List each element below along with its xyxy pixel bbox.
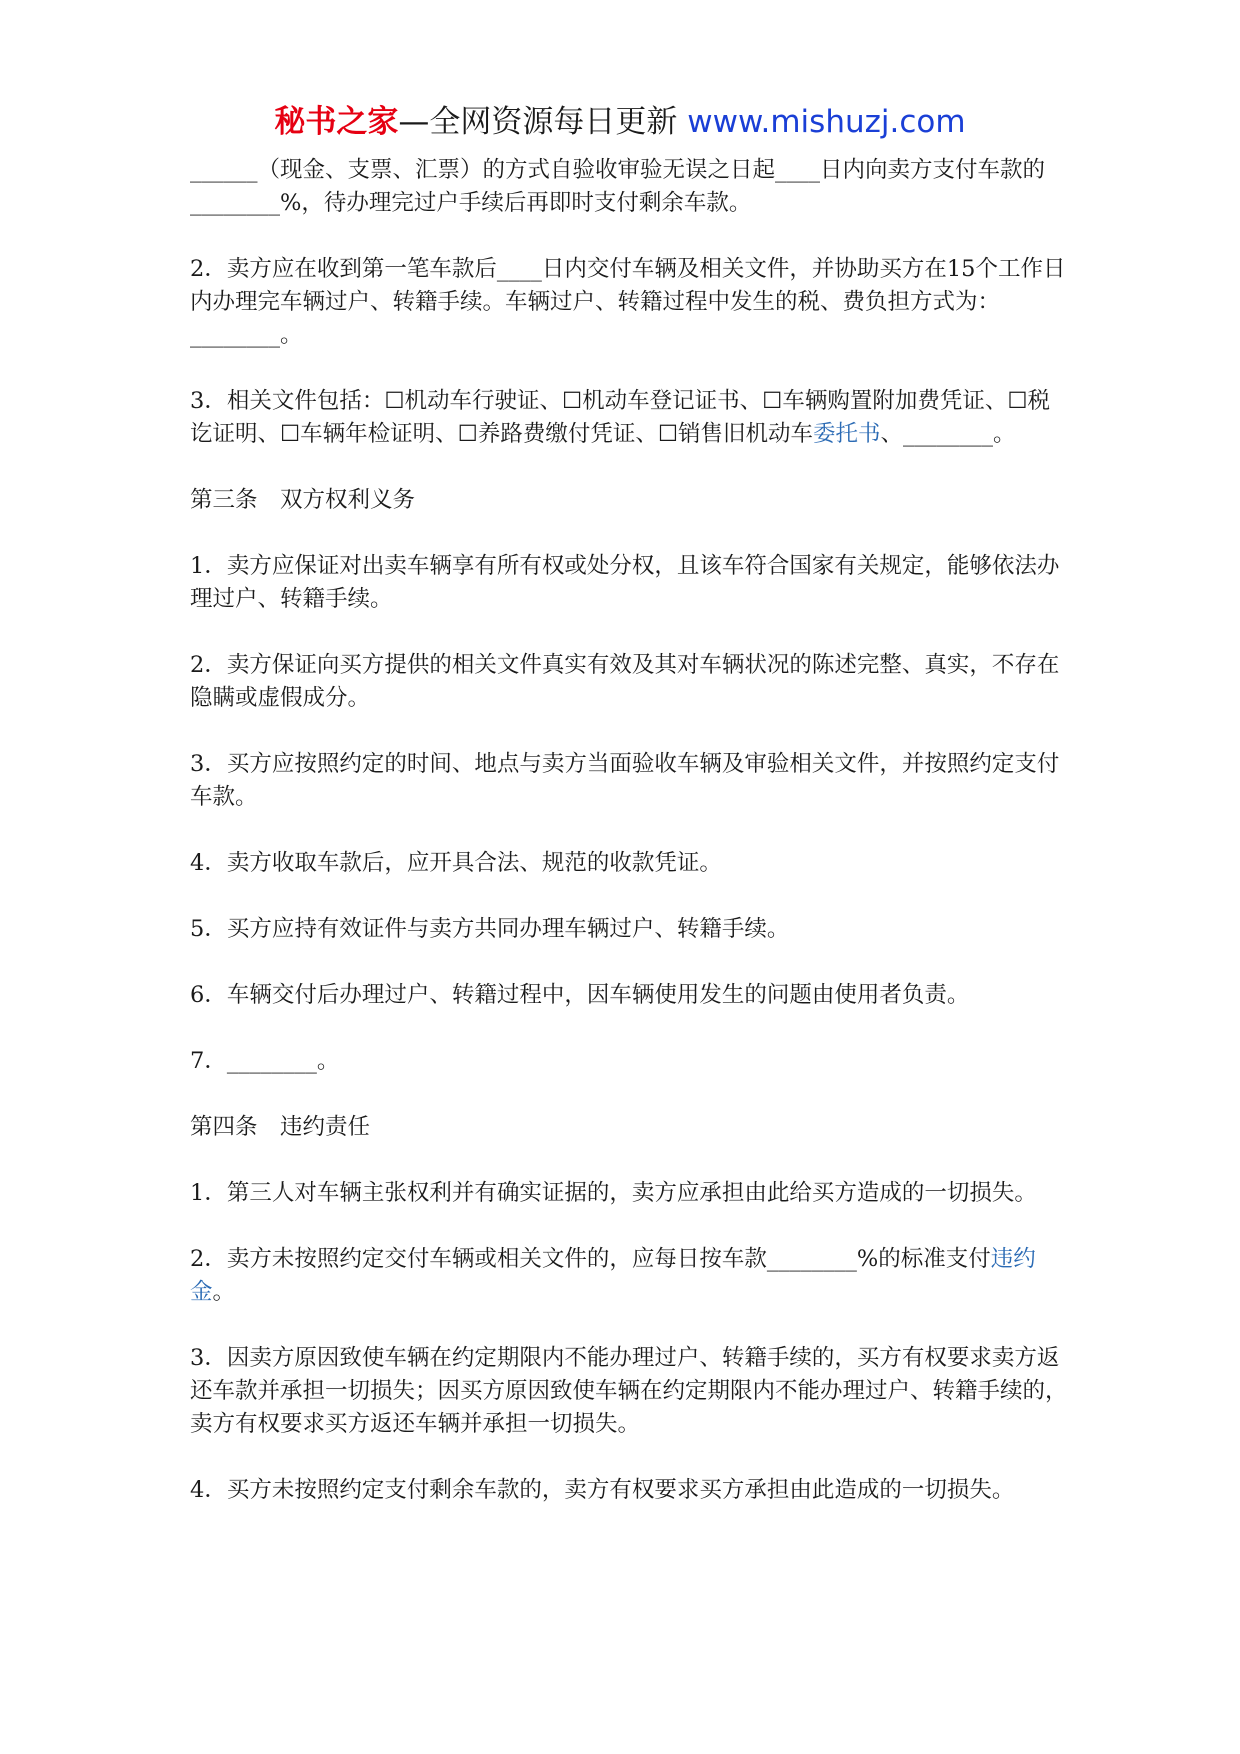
penalty-text-end: 。: [212, 1279, 236, 1305]
section-3-item-4: 4．卖方收取车款后，应开具合法、规范的收款凭证。: [190, 850, 722, 876]
section-3-title: 第三条 双方权利义务: [190, 487, 416, 513]
paragraph-documents: [190, 385, 1070, 451]
documents-text: 3．相关文件包括：☐机动车行驶证、☐机动车登记证书、☐车辆购置附加费凭证、☐税讫证明、☐车辆年检证明、☐养路费缴付凭证、☐销售旧机动车: [190, 388, 1051, 447]
documents-text-end: 、________。: [880, 421, 1016, 447]
section-3-item-7: 7．________。: [190, 1048, 340, 1074]
document-body: [190, 154, 1070, 1540]
section-4-item-2: [190, 1243, 1070, 1309]
site-url-link[interactable]: www.mishuzj.com: [687, 104, 966, 140]
section-3-item-2: 2．卖方保证向买方提供的相关文件真实有效及其对车辆状况的陈述完整、真实，不存在隐瞒或虚假成分。: [190, 652, 1060, 711]
section-3-item-6: 6．车辆交付后办理过户、转籍过程中，因车辆使用发生的问题由使用者负责。: [190, 982, 970, 1008]
penalty-text: 2．卖方未按照约定交付车辆或相关文件的，应每日按车款________%的标准支付: [190, 1246, 991, 1272]
brand-name: 秘书之家: [274, 104, 399, 140]
section-4-title: 第四条 违约责任: [190, 1114, 371, 1140]
paragraph-delivery: 2．卖方应在收到第一笔车款后____日内交付车辆及相关文件，并协助买方在15个工作日内办理完车辆过户、转籍手续。车辆过户、转籍过程中发生的税、费负担方式为：________。: [190, 256, 1066, 348]
paragraph-payment: ______（现金、支票、汇票）的方式自验收审验无误之日起____日内向卖方支付车款的________%，待办理完过户手续后再即时支付剩余车款。: [190, 157, 1046, 216]
section-3-item-3: 3．买方应按照约定的时间、地点与卖方当面验收车辆及审验相关文件，并按照约定支付车款。: [190, 751, 1060, 810]
liquidated-damages-link[interactable]: 违约金: [190, 1246, 1036, 1305]
section-4-item-4: 4．买方未按照约定支付剩余车款的，卖方有权要求买方承担由此造成的一切损失。: [190, 1477, 1015, 1503]
section-3-item-5: 5．买方应持有效证件与卖方共同办理车辆过户、转籍手续。: [190, 916, 790, 942]
header-slogan: —全网资源每日更新: [398, 104, 688, 140]
section-4-item-1: 1．第三人对车辆主张权利并有确实证据的，卖方应承担由此给买方造成的一切损失。: [190, 1180, 1037, 1206]
section-4-item-3: 3．因卖方原因致使车辆在约定期限内不能办理过户、转籍手续的，买方有权要求卖方返还车款并承担一切损失；因买方原因致使车辆在约定期限内不能办理过户、转籍手续的，卖方有权要求买方返还车辆并承担一切损失。: [190, 1345, 1068, 1437]
section-3-item-1: 1．卖方应保证对出卖车辆享有所有权或处分权，且该车符合国家有关规定，能够依法办理过户、转籍手续。: [190, 553, 1060, 612]
power-of-attorney-link[interactable]: 委托书: [813, 421, 881, 447]
site-header: [0, 102, 1240, 142]
